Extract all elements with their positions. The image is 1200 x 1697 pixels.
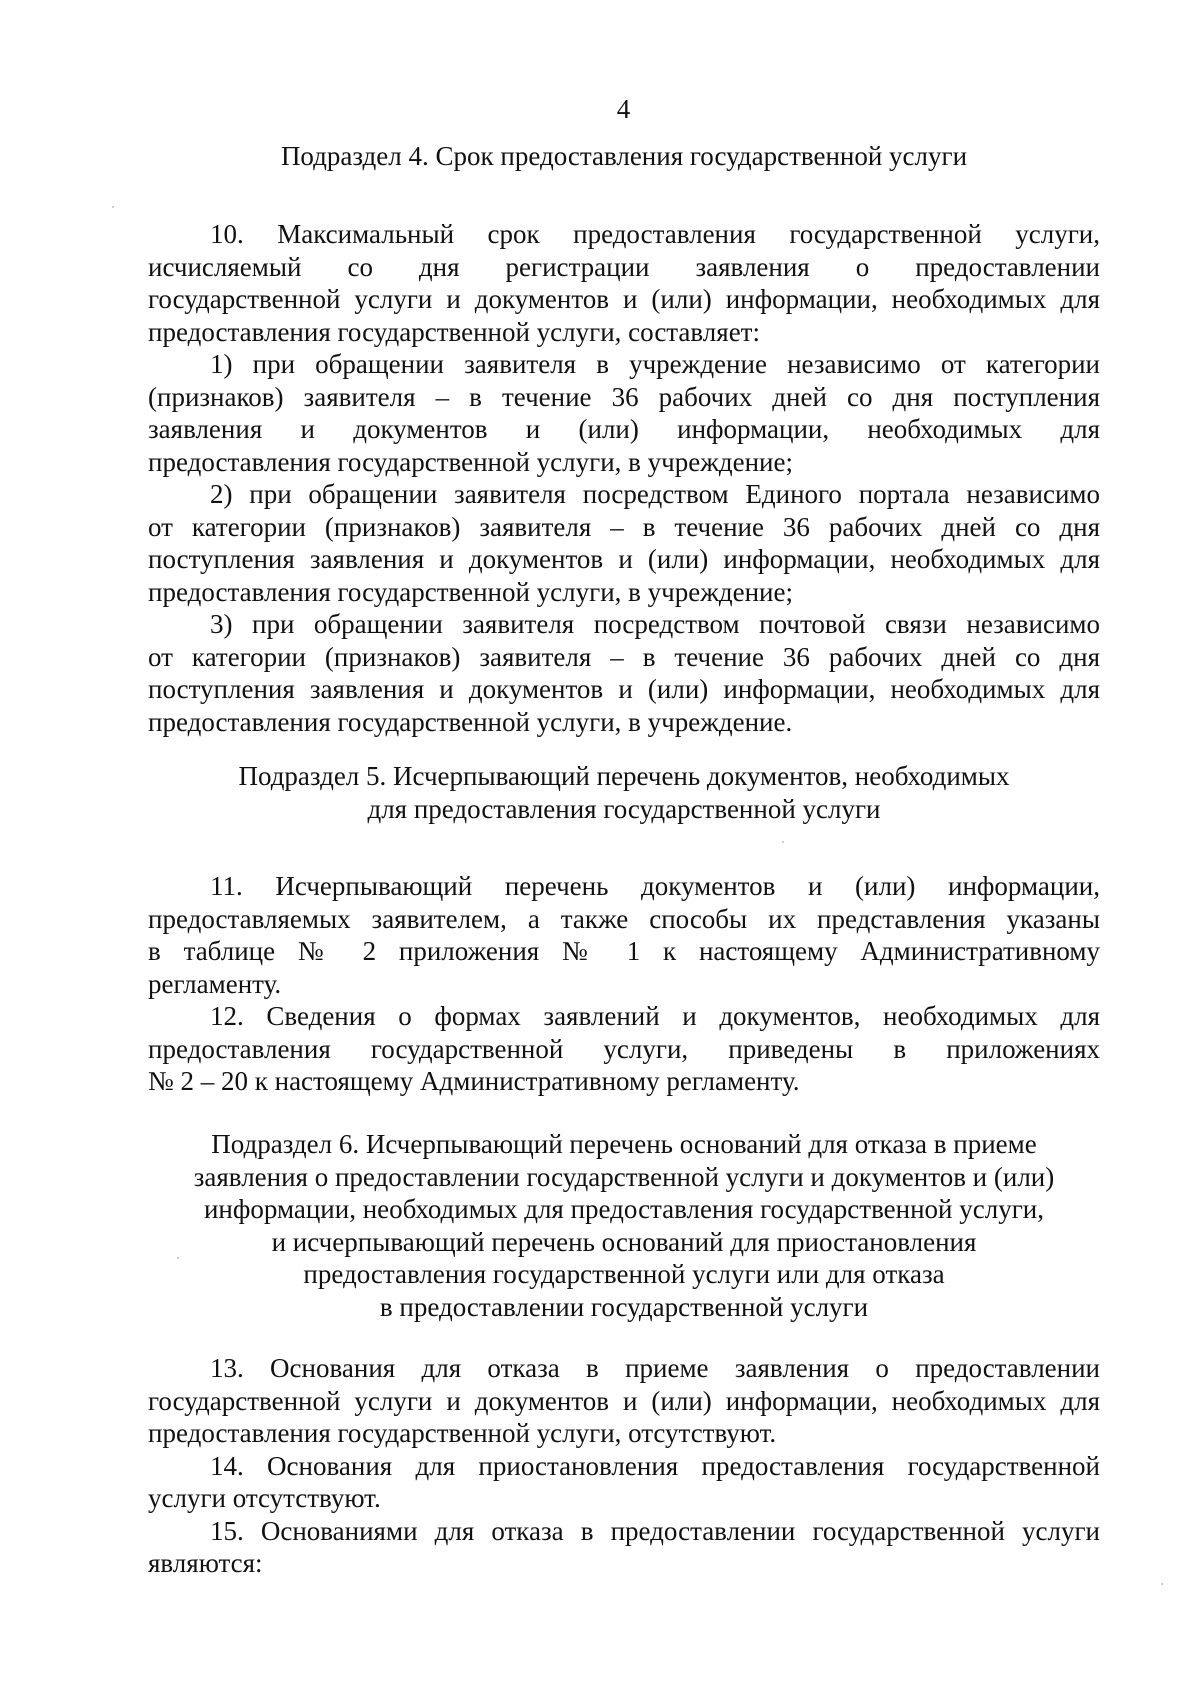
text-line: исчисляемый со дня регистрации заявления о предоставлении	[148, 251, 1100, 282]
section-heading-6	[148, 1128, 1100, 1323]
section-body-5	[148, 870, 1100, 1098]
text-line: являются:	[148, 1548, 263, 1578]
heading-line: для предоставления государственной услуги	[367, 793, 881, 824]
text-line: 3) при обращении заявителя посредством почтовой связи независимо	[210, 609, 1100, 639]
scan-speck	[782, 841, 784, 843]
text-line: предоставления государственной услуги, отсутствуют.	[148, 1418, 777, 1448]
text-line: 2) при обращении заявителя посредством Единого портала независимо	[210, 479, 1100, 509]
paragraph-13	[148, 1352, 1100, 1450]
text-line: 15. Основаниями для отказа в предоставлении государственной услуги	[210, 1515, 1100, 1546]
scan-speck	[112, 206, 114, 208]
text-line: № 2 – 20 к настоящему Административному регламенту.	[148, 1066, 800, 1096]
text-line: услуги отсутствуют.	[148, 1483, 381, 1513]
section-body-4	[148, 218, 1100, 738]
text-line: 1) при обращении заявителя в учреждение независимо от категории	[210, 349, 1100, 379]
text-line: регламенту.	[148, 968, 282, 999]
paragraph-10	[148, 218, 1100, 348]
text-line: предоставления государственной услуги, составляет:	[148, 316, 760, 347]
paragraph-15	[148, 1515, 1100, 1580]
text-line: 11. Исчерпывающий перечень документов и (или) информации,	[210, 871, 1100, 901]
paragraph-11	[148, 870, 1100, 1000]
heading-line: и исчерпывающий перечень оснований для приостановления	[271, 1226, 977, 1257]
text-line: 14. Основания для приостановления предоставления государственной	[210, 1450, 1100, 1481]
text-line: (признаков) заявителя – в течение 36 рабочих дней со дня поступления	[148, 381, 1100, 412]
scan-speck	[177, 1257, 179, 1259]
heading-line: информации, необходимых для предоставления государственной услуги,	[203, 1194, 1044, 1224]
text-line: 10. Максимальный срок предоставления государственной услуги,	[210, 219, 1100, 249]
heading-line: Подраздел 6. Исчерпывающий перечень оснований для отказа в приеме	[211, 1129, 1037, 1159]
heading-line: в предоставлении государственной услуги	[379, 1291, 869, 1322]
scan-speck	[1161, 1583, 1163, 1585]
text-line: поступления заявления и документов и (или) информации, необходимых для	[148, 674, 1100, 704]
text-line: от категории (признаков) заявителя – в течение 36 рабочих дней со дня	[148, 641, 1100, 672]
paragraph-10-2	[148, 478, 1100, 608]
text-line: заявления и документов и (или) информации, необходимых для	[148, 414, 1100, 444]
text-line: в таблице № 2 приложения № 1 к настоящему Административному	[148, 936, 1100, 966]
text-line: предоставления государственной услуги, в учреждение;	[148, 446, 793, 477]
text-line: государственной услуги и документов и (или) информации, необходимых для	[148, 1385, 1100, 1416]
heading-line: Подраздел 5. Исчерпывающий перечень документов, необходимых	[238, 761, 1010, 791]
heading-line: заявления о предоставлении государственной услуги и документов и (или)	[193, 1161, 1055, 1192]
text-line: от категории (признаков) заявителя – в течение 36 рабочих дней со дня	[148, 511, 1100, 542]
page-number: 4	[616, 94, 631, 124]
section-body-6	[148, 1352, 1100, 1580]
text-line: предоставления государственной услуги, в учреждение.	[148, 706, 793, 737]
text-line: 13. Основания для отказа в приеме заявления о предоставлении	[210, 1353, 1100, 1383]
heading-line: предоставления государственной услуги или для отказа	[303, 1259, 945, 1289]
section-heading-5	[148, 760, 1100, 825]
paragraph-12	[148, 1000, 1100, 1098]
text-line: 12. Сведения о формах заявлений и документов, необходимых для	[210, 1001, 1100, 1031]
paragraph-10-1	[148, 348, 1100, 478]
text-line: поступления заявления и документов и (или) информации, необходимых для	[148, 544, 1100, 574]
text-line: предоставления государственной услуги, в учреждение;	[148, 576, 793, 607]
heading-line: Подраздел 4. Срок предоставления государственной услуги	[280, 141, 968, 171]
section-heading-4	[148, 140, 1100, 173]
text-line: предоставляемых заявителем, а также способы их представления указаны	[148, 903, 1100, 934]
paragraph-10-3	[148, 608, 1100, 738]
text-line: государственной услуги и документов и (или) информации, необходимых для	[148, 284, 1100, 314]
text-line: предоставления государственной услуги, приведены в приложениях	[148, 1033, 1100, 1064]
paragraph-14	[148, 1450, 1100, 1515]
